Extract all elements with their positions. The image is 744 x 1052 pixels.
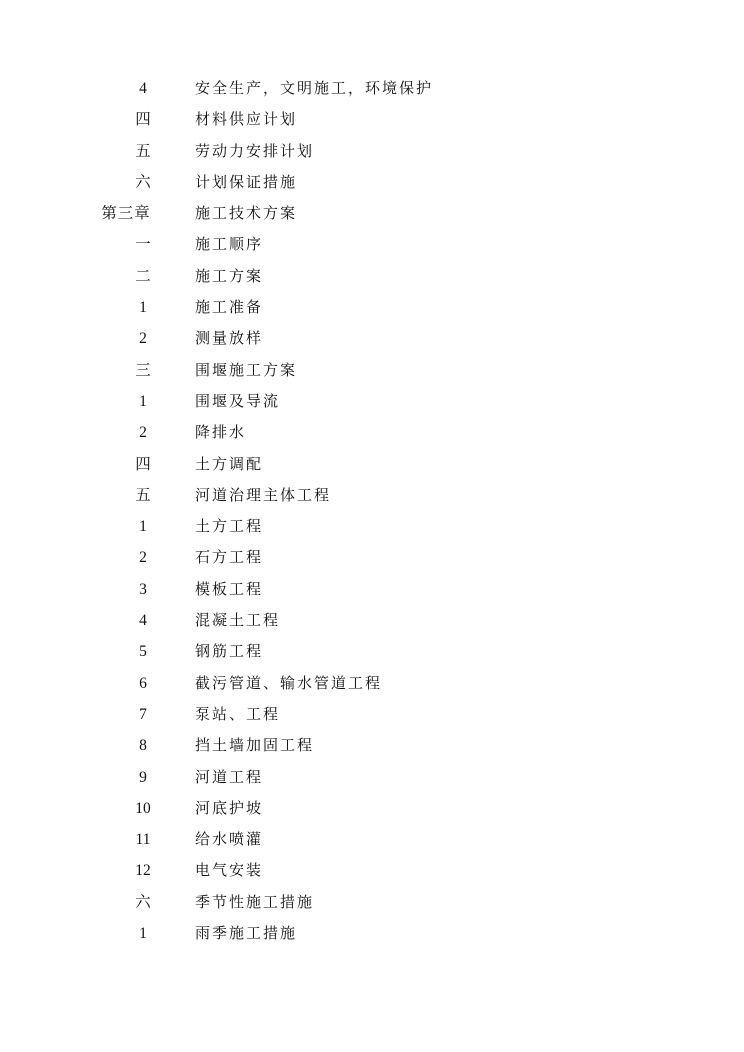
toc-entry xyxy=(0,730,744,761)
toc-entry xyxy=(0,417,744,448)
toc-entry-title: 电气安装 xyxy=(195,861,264,880)
toc-entry xyxy=(0,480,744,511)
toc-entry-title: 施工技术方案 xyxy=(195,204,298,223)
toc-entry-number: 11 xyxy=(135,831,151,849)
toc-entry-title: 围堰施工方案 xyxy=(195,360,298,379)
toc-entry-title: 施工方案 xyxy=(195,266,264,285)
toc-entry-number: 1 xyxy=(139,299,147,317)
toc-entry xyxy=(0,511,744,542)
toc-entry xyxy=(0,762,744,793)
toc-entry-title: 劳动力安排计划 xyxy=(195,141,315,160)
toc-entry-number: 五 xyxy=(135,486,151,504)
toc-entry-title: 石方工程 xyxy=(195,548,264,567)
toc-entry xyxy=(0,355,744,386)
toc-entry-title: 材料供应计划 xyxy=(195,110,298,129)
toc-entry-number: 一 xyxy=(135,236,151,254)
toc-entry-number: 1 xyxy=(139,925,147,943)
toc-entry-number: 5 xyxy=(139,643,147,661)
toc-entry-title: 河道治理主体工程 xyxy=(195,485,332,504)
toc-entry xyxy=(0,261,744,292)
toc-entry-number: 7 xyxy=(139,705,147,723)
toc-entry-title: 季节性施工措施 xyxy=(195,892,315,911)
toc-entry-number: 8 xyxy=(139,737,147,755)
toc-entry-title: 降排水 xyxy=(195,423,247,442)
toc-entry-number: 9 xyxy=(139,768,147,786)
toc-entry-title: 土方工程 xyxy=(195,517,264,536)
toc-entry-number: 1 xyxy=(139,392,147,410)
toc-entry xyxy=(0,699,744,730)
toc-entry-title: 泵站、工程 xyxy=(195,704,281,723)
toc-entry-title: 围堰及导流 xyxy=(195,391,281,410)
toc-entry-title: 雨季施工措施 xyxy=(195,924,298,943)
toc-entry-number: 12 xyxy=(135,862,151,880)
toc-entry xyxy=(0,292,744,323)
toc-entry xyxy=(0,167,744,198)
toc-entry-number: 四 xyxy=(135,455,151,473)
toc-entry xyxy=(0,542,744,573)
toc-entry-number: 4 xyxy=(139,612,147,630)
toc-entry-number: 二 xyxy=(135,267,151,285)
toc-entry-number: 六 xyxy=(135,893,151,911)
toc-entry xyxy=(0,229,744,260)
toc-entry xyxy=(0,605,744,636)
toc-entry-title: 测量放样 xyxy=(195,329,264,348)
toc-entry xyxy=(0,824,744,855)
toc-chapter-number: 第三章 xyxy=(101,205,151,223)
toc-entry-title: 混凝土工程 xyxy=(195,611,281,630)
toc-entry xyxy=(0,793,744,824)
toc-entry-number: 1 xyxy=(139,518,147,536)
toc-entry-title: 安全生产，文明施工，环境保护 xyxy=(195,79,434,97)
toc-entry-title: 河底护坡 xyxy=(195,798,264,817)
toc-entry-number: 2 xyxy=(139,424,147,442)
toc-entry xyxy=(0,887,744,918)
toc-entry xyxy=(0,73,744,104)
toc-entry-number: 三 xyxy=(135,361,151,379)
toc-entry-number: 六 xyxy=(135,173,151,191)
toc-entry-title: 挡土墙加固工程 xyxy=(195,736,315,755)
toc-entry-title: 施工顺序 xyxy=(195,235,264,254)
toc-entry xyxy=(0,636,744,667)
toc-entry-title: 模板工程 xyxy=(195,579,264,598)
toc-entry-title: 河道工程 xyxy=(195,767,264,786)
toc-entry xyxy=(0,386,744,417)
toc-entry-number: 4 xyxy=(139,80,147,97)
toc-entry-number: 10 xyxy=(135,799,151,817)
toc-entry xyxy=(0,668,744,699)
toc-entry-title: 土方调配 xyxy=(195,454,264,473)
table-of-contents xyxy=(0,73,744,949)
toc-entry-number: 3 xyxy=(139,580,147,598)
toc-entry-number: 2 xyxy=(139,330,147,348)
toc-entry xyxy=(0,574,744,605)
toc-entry-title: 计划保证措施 xyxy=(195,172,298,191)
toc-entry xyxy=(0,136,744,167)
toc-entry-title: 截污管道、输水管道工程 xyxy=(195,673,383,692)
toc-entry xyxy=(0,198,744,229)
toc-entry-title: 给水喷灌 xyxy=(195,830,264,849)
toc-entry xyxy=(0,104,744,135)
toc-entry xyxy=(0,855,744,886)
toc-entry-number: 2 xyxy=(139,549,147,567)
toc-entry-number: 五 xyxy=(135,142,151,160)
toc-entry-title: 施工准备 xyxy=(195,298,264,317)
toc-entry xyxy=(0,323,744,354)
toc-entry xyxy=(0,918,744,949)
toc-entry-number: 四 xyxy=(135,111,151,129)
toc-entry-number: 6 xyxy=(139,674,147,692)
toc-entry-title: 钢筋工程 xyxy=(195,642,264,661)
toc-entry xyxy=(0,449,744,480)
